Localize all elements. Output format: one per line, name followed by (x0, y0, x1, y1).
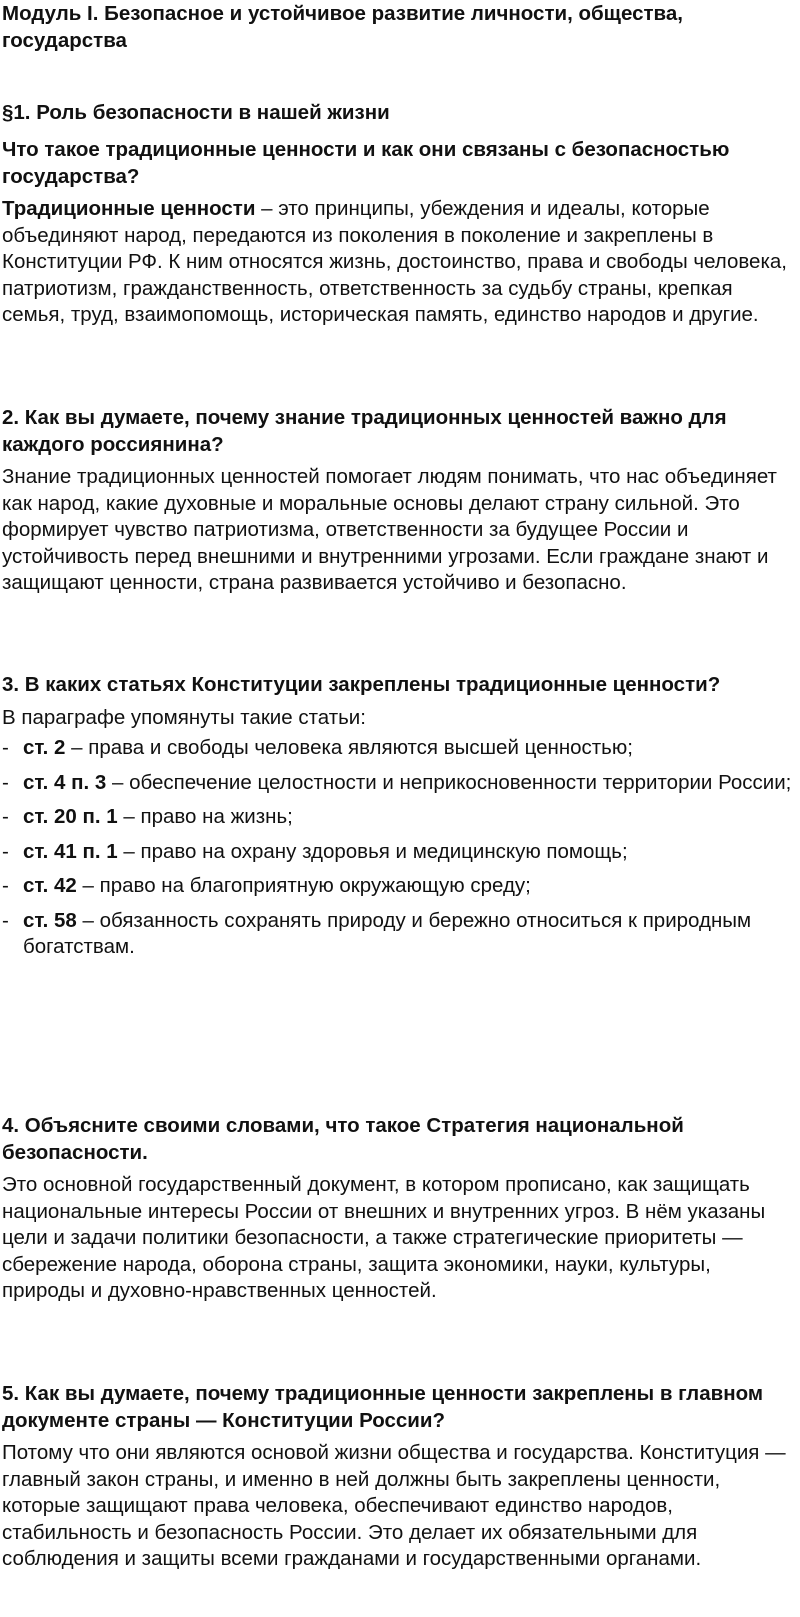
list-dash: - (2, 770, 9, 794)
question-1: Что такое традиционные ценности и как они связаны с безопасностью государства? (2, 138, 730, 188)
answer-4-text: Это основной государственный документ, в котором прописано, как защищать национальные интересы России от внешних и внутренних угроз. В нём указаны цели и задачи политики безопасности, а также стратегические приоритеты — сбережение народа, оборона страны, защита экономики, науки, культуры, природы и духовно-нравственных ценностей. (2, 1173, 766, 1302)
answer-2 (2, 464, 794, 597)
answer-4 (2, 1172, 794, 1305)
answer-1 (2, 196, 794, 329)
list-item (2, 908, 794, 961)
article-ref: ст. 2 (23, 736, 66, 759)
question-4: 4. Объясните своими словами, что такое Стратегия национальной безопасности. (2, 1114, 684, 1164)
answer-1-term: Традиционные ценности (2, 197, 256, 220)
list-item (2, 735, 794, 762)
module-title: Модуль I. Безопасное и устойчивое развитие личности, общества, государства (2, 2, 683, 52)
answer-3-intro: В параграфе упомянуты такие статьи: (2, 705, 366, 729)
article-text: – права и свободы человека являются высшей ценностью; (65, 736, 633, 759)
question-2: 2. Как вы думаете, почему знание традиционных ценностей важно для каждого россиянина? (2, 406, 727, 456)
question-5: 5. Как вы думаете, почему традиционные ценности закреплены в главном документе страны — Конституции России? (2, 1382, 763, 1432)
article-ref: ст. 41 п. 1 (23, 839, 118, 863)
article-ref: ст. 20 п. 1 (23, 805, 118, 828)
article-text: – обязанность сохранять природу и бережно относиться к природным богатствам. (23, 908, 752, 958)
list-dash: - (2, 874, 9, 897)
question-3: 3. В каких статьях Конституции закреплены традиционные ценности? (2, 673, 721, 696)
list-item (2, 839, 794, 866)
question-block-4 (2, 1113, 794, 1305)
article-ref: ст. 4 п. 3 (23, 770, 107, 794)
article-text: – право на жизнь; (117, 805, 293, 828)
article-text: – право на благоприятную окружающую среду; (76, 874, 531, 897)
list-item (2, 873, 794, 900)
question-block-2 (2, 405, 794, 597)
article-ref: ст. 42 (23, 874, 77, 897)
answer-3 (2, 705, 794, 961)
question-block-1 (2, 137, 794, 329)
section-title: §1. Роль безопасности в нашей жизни (2, 101, 390, 124)
question-block-3 (2, 672, 794, 969)
list-dash: - (2, 908, 9, 932)
article-text: – обеспечение целостности и неприкосновенности территории России; (106, 770, 792, 794)
answer-1-text (2, 196, 794, 329)
answer-1-rest: – это принципы, убеждения и идеалы, которые объединяют народ, передаются из поколения в поколение и закреплены в Конституции РФ. К ним относятся жизнь, достоинство, права и свободы человека, патриотизм, гражданственность, ответственность за судьбу страны, крепкая семья, труд, взаимопомощь, историческая память, единство народов и другие. (2, 197, 787, 326)
question-block-5 (2, 1381, 794, 1573)
answer-5-text: Потому что они являются основой жизни общества и государства. Конституция — главный закон страны, и именно в ней должны быть закреплены ценности, которые защищают права человека, обеспечивают единство народов, стабильность и безопасность России. Это делает их обязательными для соблюдения и защиты всеми гражданами и государственными органами. (2, 1441, 786, 1570)
answer-5 (2, 1440, 794, 1573)
article-ref: ст. 58 (23, 908, 77, 932)
article-text: – право на охрану здоровья и медицинскую помощь; (117, 839, 628, 863)
list-dash: - (2, 839, 9, 863)
list-item (2, 804, 794, 831)
list-dash: - (2, 736, 9, 759)
articles-list (2, 735, 794, 961)
list-item (2, 770, 794, 797)
list-dash: - (2, 805, 9, 828)
answer-2-text: Знание традиционных ценностей помогает людям понимать, что нас объединяет как народ, какие духовные и моральные основы делают страну сильной. Это формирует чувство патриотизма, ответственности за будущее России и устойчивость перед внешними и внутренними угрозами. Если граждане знают и защищают ценности, страна развивается устойчиво и безопасно. (2, 465, 777, 594)
